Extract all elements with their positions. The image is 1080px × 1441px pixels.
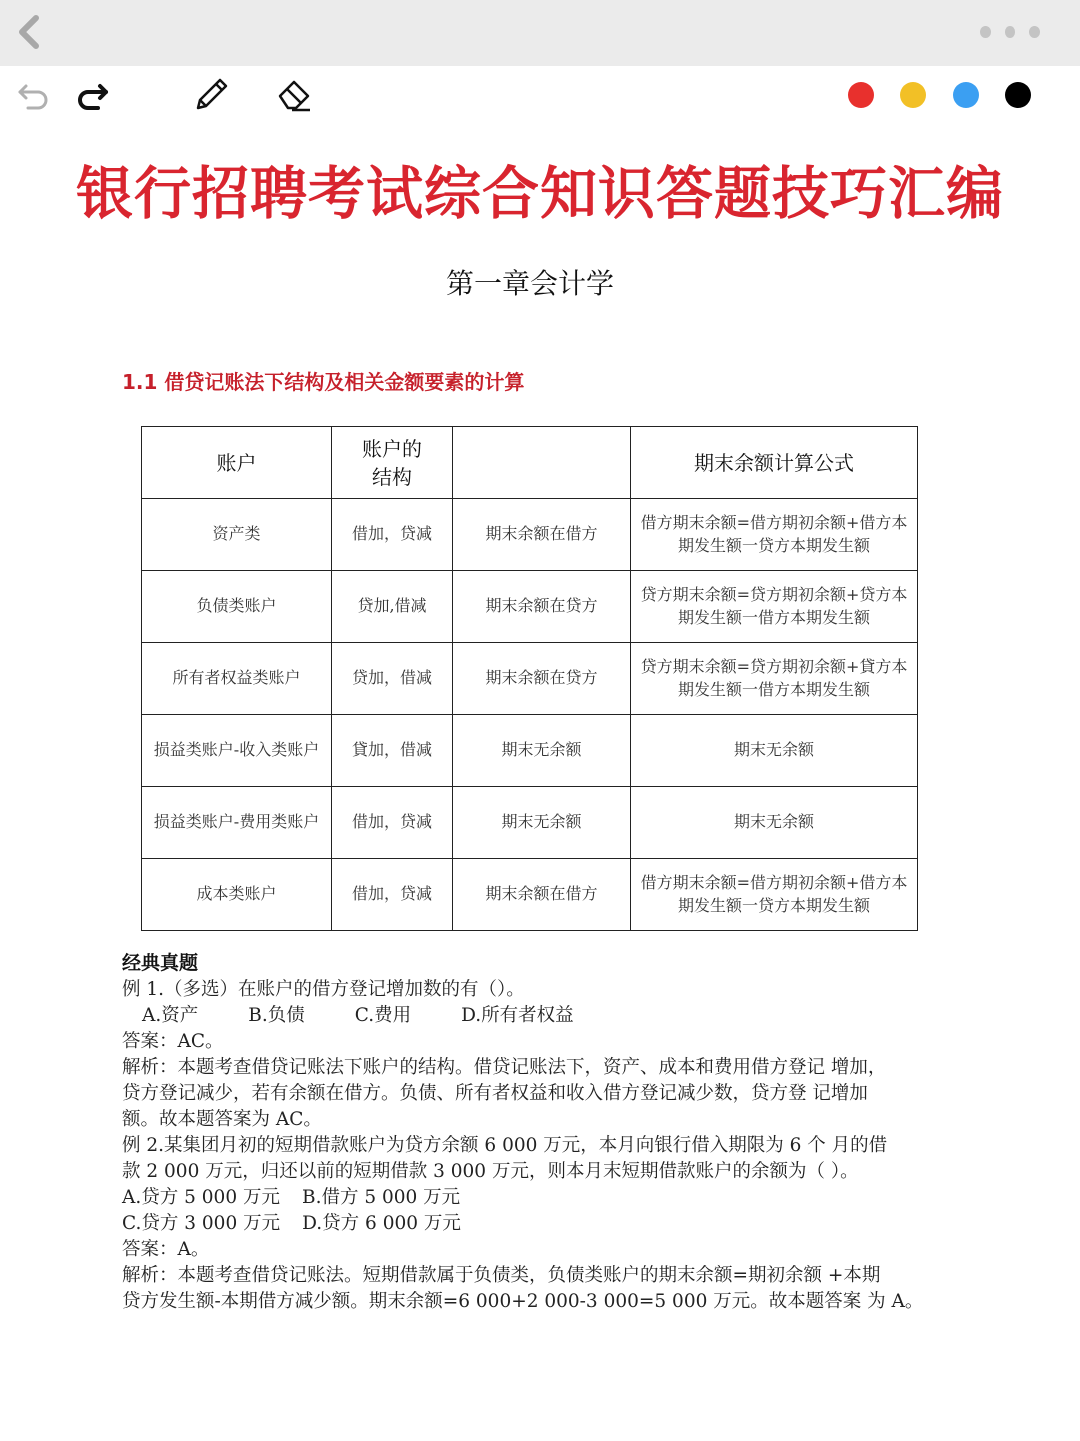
table-cell: 期末无余额	[631, 787, 918, 859]
table-cell: 贷方期末余额=贷方期初余额+贷方本期发生额一借方本期发生额	[631, 571, 918, 643]
table-cell: 资产类	[142, 499, 332, 571]
back-icon[interactable]	[10, 12, 50, 52]
q2-options-row	[122, 1185, 942, 1211]
questions-heading: 经典真题	[122, 952, 199, 974]
color-red-swatch[interactable]	[848, 82, 874, 108]
table-header-cell: 账户的 结构	[332, 427, 453, 499]
table-header-row	[142, 427, 918, 499]
redo-icon[interactable]	[72, 74, 112, 114]
q2-stem-line: 例 2.某集团月初的短期借款账户为贷方余额 6 000 万元，本月向银行借入期限为 6 个 月的借	[122, 1135, 888, 1156]
table-cell: 成本类账户	[142, 859, 332, 931]
table-row	[142, 499, 918, 571]
color-yellow-swatch[interactable]	[900, 82, 926, 108]
color-black-swatch[interactable]	[1005, 82, 1031, 108]
q2-analysis-line: 贷方发生额-本期借方减少额。期末余额=6 000+2 000-3 000=5 000 万元。故本题答案 为 A。	[122, 1291, 924, 1312]
q1-option-c: C.费用	[354, 1005, 412, 1026]
table-cell: 负债类账户	[142, 571, 332, 643]
q2-stem-line: 款 2 000 万元，归还以前的短期借款 3 000 万元，则本月末短期借款账户的余额为（ ）。	[122, 1161, 859, 1182]
table-cell: 借方期末余额=借方期初余额+借方本期发生额一贷方本期发生额	[631, 859, 918, 931]
q2-option-c: C.贷方 3 000 万元	[122, 1213, 281, 1234]
top-bar	[0, 0, 1080, 66]
color-blue-swatch[interactable]	[953, 82, 979, 108]
annotation-toolbar	[0, 66, 1080, 122]
q2-option-b: B.借方 5 000 万元	[301, 1187, 461, 1208]
table-header-cell: 账户	[142, 427, 332, 499]
q2-answer: 答案：A。	[122, 1239, 210, 1260]
q1-option-d: D.所有者权益	[461, 1005, 574, 1026]
eraser-icon[interactable]	[274, 74, 314, 114]
table-cell: 期末无余额	[453, 787, 631, 859]
table-cell: 期末余额在借方	[453, 499, 631, 571]
q1-option-a: A.资产	[142, 1005, 199, 1026]
table-cell: 期末无余额	[453, 715, 631, 787]
table-cell: 期末余额在贷方	[453, 571, 631, 643]
table-cell: 借加，贷减	[332, 859, 453, 931]
table-cell: 贷加,借减	[332, 571, 453, 643]
q1-analysis-line: 解析：本题考查借贷记账法下账户的结构。借贷记账法下，资产、成本和费用借方登记 增加，	[122, 1057, 887, 1078]
table-row	[142, 571, 918, 643]
document-title: 银行招聘考试综合知识答题技巧汇编	[76, 161, 1004, 227]
table-cell: 借加，贷减	[332, 787, 453, 859]
more-options-icon[interactable]	[980, 26, 1040, 40]
table-row	[142, 787, 918, 859]
section-title: 1.1 借贷记账法下结构及相关金额要素的计算	[122, 370, 525, 394]
exam-questions	[122, 950, 942, 1315]
q1-stem: 例 1.（多选）在账户的借方登记增加数的有（）。	[122, 979, 525, 1000]
table-cell: 期末余额在贷方	[453, 643, 631, 715]
q2-analysis-line: 解析：本题考查借贷记账法。短期借款属于负债类，负债类账户的期末余额=期初余额 +本期	[122, 1265, 881, 1286]
table-cell: 期末无余额	[631, 715, 918, 787]
chapter-title: 第一章会计学	[445, 267, 614, 300]
undo-icon[interactable]	[14, 74, 54, 114]
q1-answer: 答案：AC。	[122, 1031, 224, 1052]
table-cell: 期末余额在借方	[453, 859, 631, 931]
table-row	[142, 643, 918, 715]
table-cell: 贷方期末余额=贷方期初余额+貸方本期发生额一借方本期发生额	[631, 643, 918, 715]
table-cell: 损益类账户-收入类账户	[142, 715, 332, 787]
table-cell: 贷加，借减	[332, 643, 453, 715]
q1-analysis-line: 额。故本题答案为 AC。	[122, 1109, 322, 1130]
account-structure-table	[141, 426, 918, 931]
table-header-cell: 期末余额计算公式	[631, 427, 918, 499]
q1-option-b: B.负债	[248, 1005, 305, 1026]
table-cell: 借方期末余额=借方期初余额+借方本期发生额一贷方本期发生额	[631, 499, 918, 571]
q2-option-a: A.贷方 5 000 万元	[122, 1187, 280, 1208]
table-cell: 借加，贷减	[332, 499, 453, 571]
table-row	[142, 859, 918, 931]
table-cell: 损益类账户-费用类账户	[142, 787, 332, 859]
table-cell: 所有者权益类账户	[142, 643, 332, 715]
q2-options-row	[122, 1211, 942, 1237]
pencil-icon[interactable]	[190, 74, 230, 114]
table-cell: 貸加，借减	[332, 715, 453, 787]
q1-options	[122, 1003, 942, 1029]
table-header-cell	[453, 427, 631, 499]
q2-option-d: D.贷方 6 000 万元	[302, 1213, 461, 1234]
q1-analysis-line: 贷方登记减少，若有余额在借方。负债、所有者权益和收入借方登记减少数，贷方登 记增加	[122, 1083, 868, 1104]
table-row	[142, 715, 918, 787]
